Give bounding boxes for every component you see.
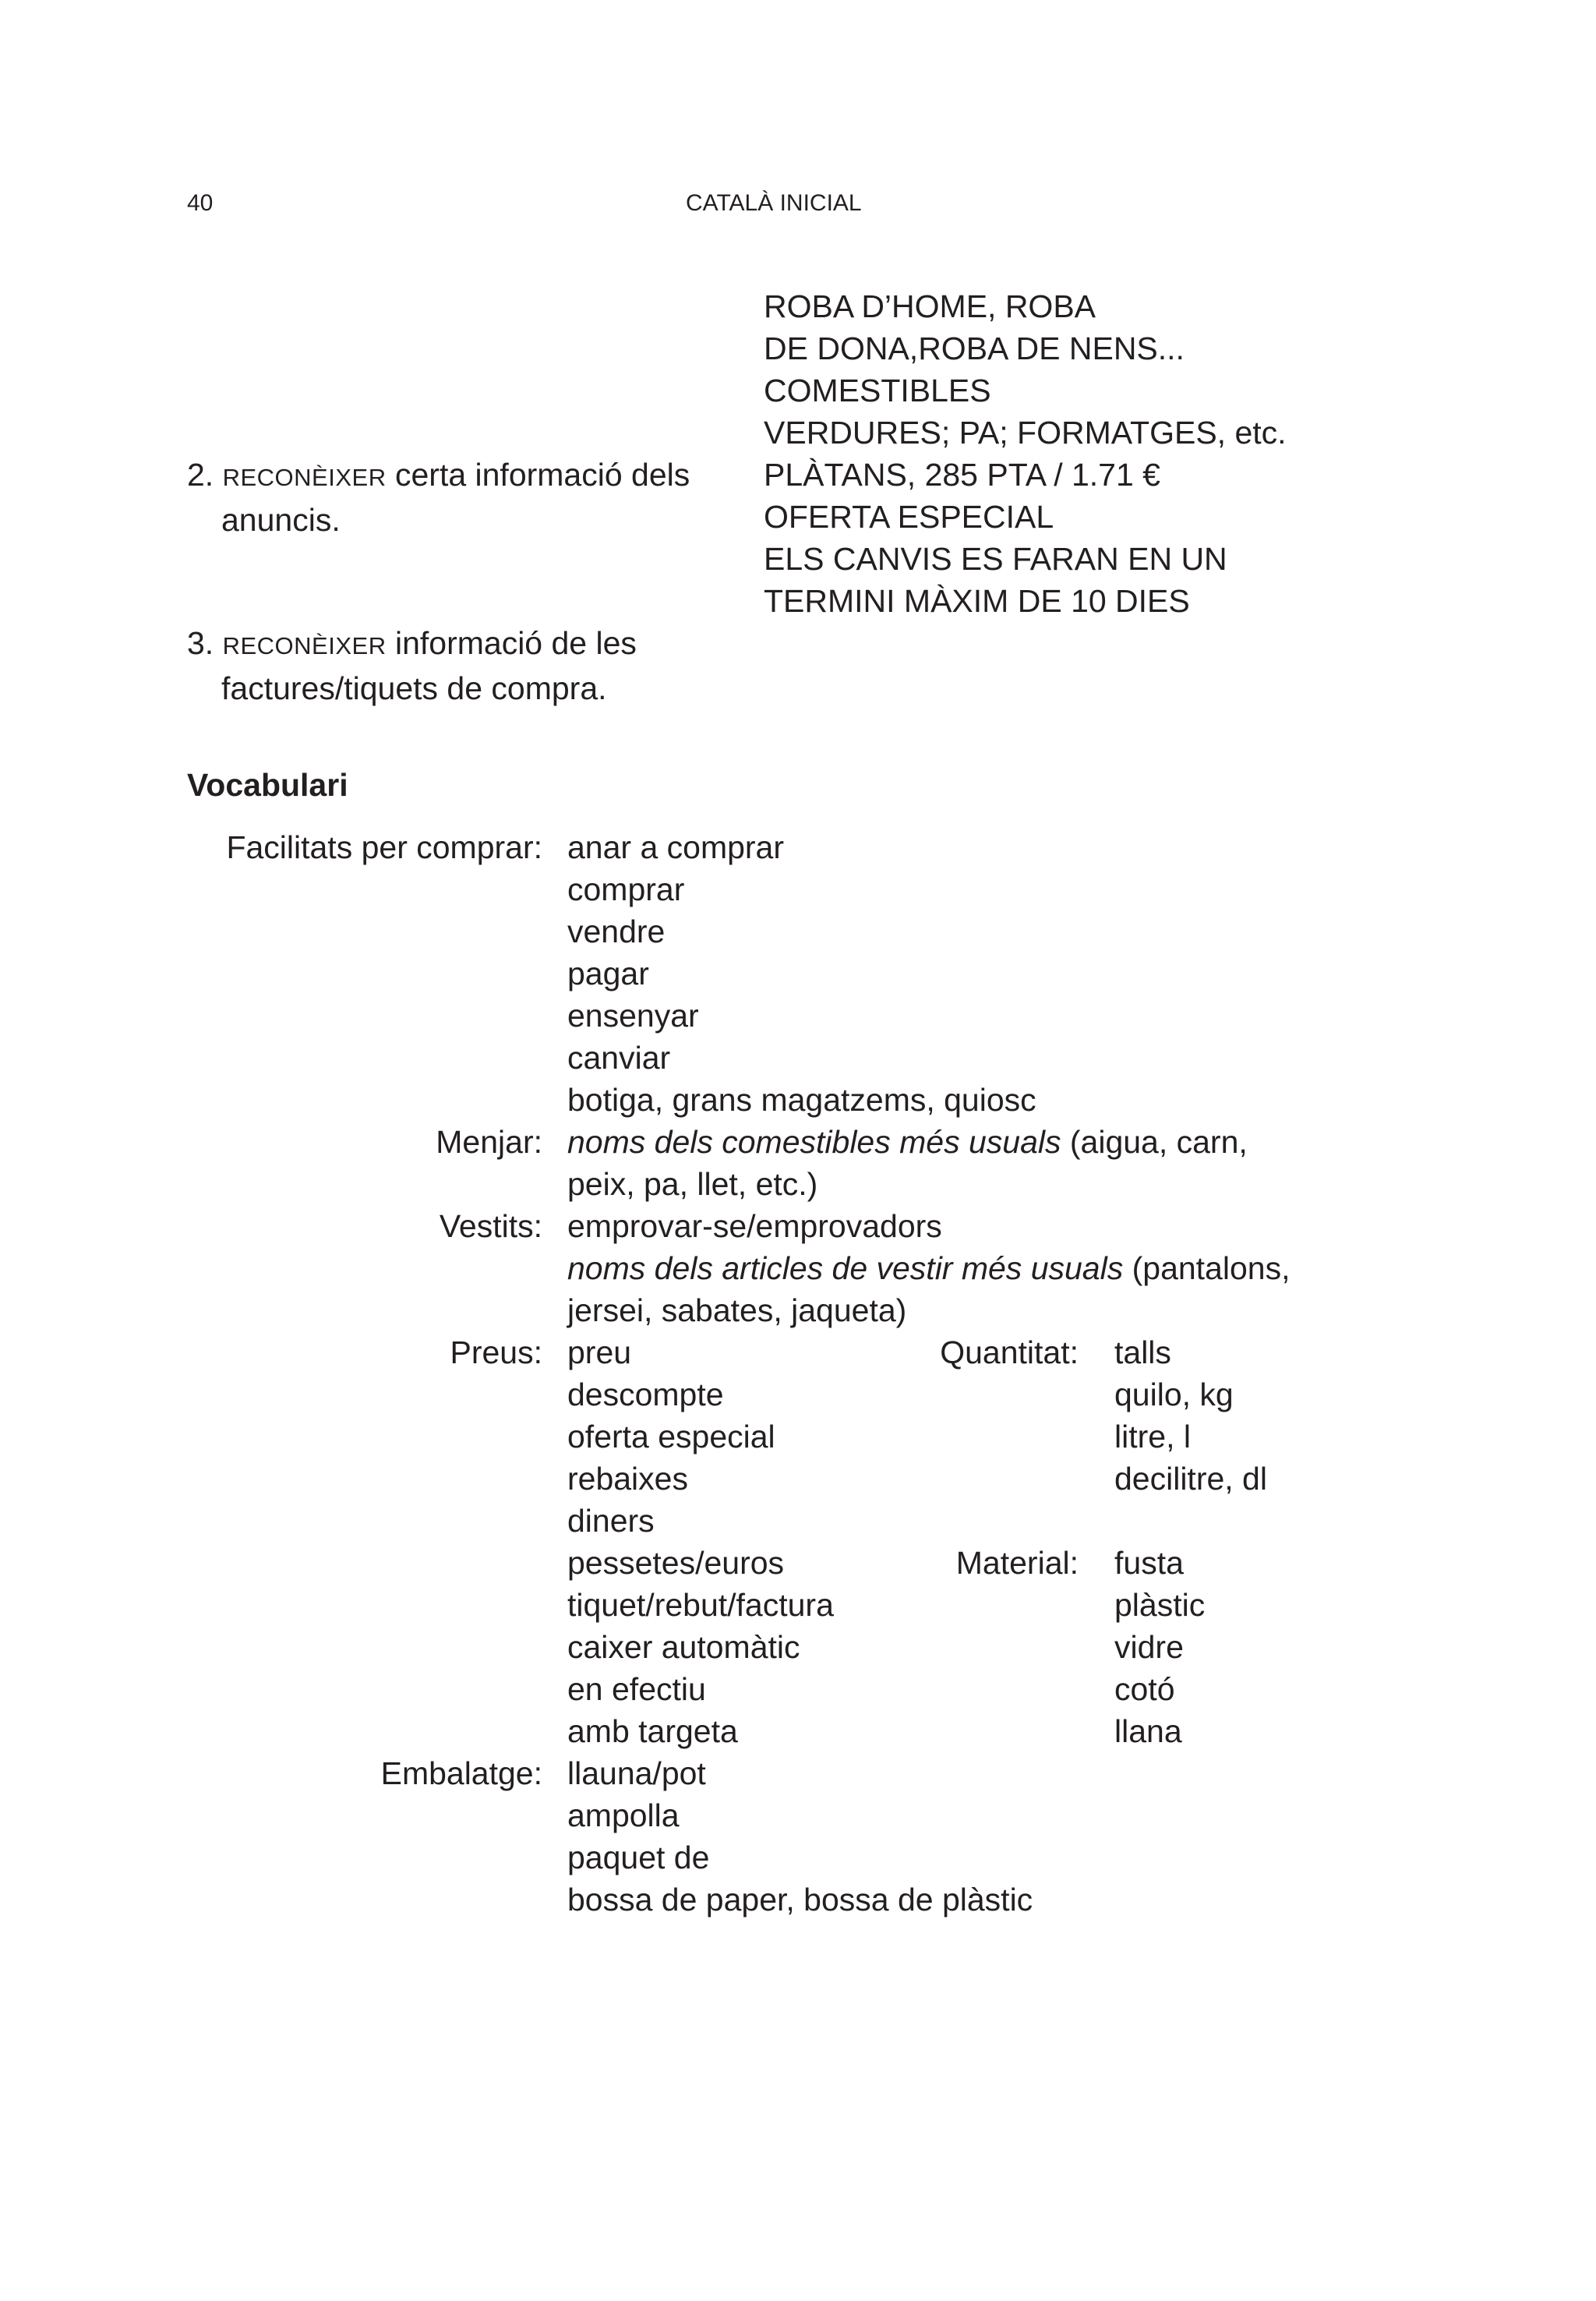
ad-line: OFERTA ESPECIAL: [764, 499, 1054, 535]
vocab-item: (aigua, carn,: [1061, 1124, 1248, 1160]
objective-verb: RECONÈIXER: [222, 632, 387, 659]
vocab-label-facilitats: Facilitats per comprar:: [226, 829, 542, 865]
ad-line: DE DONA,ROBA DE NENS...: [764, 330, 1185, 366]
objective-number: 2.: [187, 457, 214, 493]
objective-text: certa informació dels: [386, 457, 690, 493]
ad-lines: [764, 285, 1287, 622]
vocab-item: botiga, grans magatzems, quiosc: [567, 1082, 1036, 1118]
vocab-item: ampolla: [567, 1797, 680, 1833]
vocab-item: descompte: [567, 1377, 724, 1412]
vocab-label-embalatge: Embalatge:: [380, 1755, 542, 1791]
vocab-item: pagar: [567, 956, 649, 991]
vocab-item: llana: [1114, 1713, 1182, 1749]
vocab-list-material: [1114, 1542, 1205, 1752]
vocab-label-material: Material:: [955, 1545, 1079, 1581]
vocab-item: tiquet/rebut/factura: [567, 1587, 834, 1623]
vocab-item: decilitre, dl: [1114, 1461, 1267, 1497]
vocab-item: emprovar-se/emprovadors: [567, 1208, 942, 1244]
vocab-item: en efectiu: [567, 1671, 706, 1707]
vocab-item: fusta: [1114, 1545, 1184, 1581]
ad-line: VERDURES; PA; FORMATGES, etc.: [764, 415, 1287, 451]
vocab-item: amb targeta: [567, 1713, 738, 1749]
vocab-label-quantitat: Quantitat:: [940, 1334, 1079, 1370]
vocab-item: caixer automàtic: [567, 1629, 800, 1665]
vocab-item: rebaixes: [567, 1461, 688, 1497]
vocab-item: vendre: [567, 914, 666, 949]
ad-line: COMESTIBLES: [764, 373, 991, 408]
section-heading: Vocabulari: [187, 767, 348, 803]
vocab-item: preu: [567, 1334, 632, 1370]
vocab-label-menjar: Menjar:: [436, 1124, 542, 1160]
vocab-item: comprar: [567, 871, 685, 907]
vocab-label-vestits: Vestits:: [439, 1208, 542, 1244]
vocab-item: peix, pa, llet, etc.): [567, 1166, 818, 1202]
vocab-list-facilitats: [567, 826, 1036, 1121]
vocab-italic: noms dels articles de vestir més usuals: [567, 1250, 1124, 1286]
vocab-list-menjar: [567, 1121, 1248, 1205]
vocab-list-quantitat: [1114, 1331, 1267, 1500]
vocab-item: quilo, kg: [1114, 1377, 1234, 1412]
vocab-item: ensenyar: [567, 998, 699, 1034]
running-title: CATALÀ INICIAL: [686, 190, 862, 216]
ad-line: ROBA D’HOME, ROBA: [764, 288, 1096, 324]
vocab-item: talls: [1114, 1334, 1171, 1370]
vocab-item: anar a comprar: [567, 829, 785, 865]
vocab-item: llauna/pot: [567, 1755, 706, 1791]
vocab-item: vidre: [1114, 1629, 1184, 1665]
objective-2: [187, 454, 690, 541]
vocab-item: (pantalons,: [1123, 1250, 1291, 1286]
page-number: 40: [187, 190, 214, 216]
ad-line: PLÀTANS, 285 PTA / 1.71 €: [764, 457, 1160, 493]
vocab-item: litre, l: [1114, 1419, 1191, 1454]
vocab-item: pessetes/euros: [567, 1545, 785, 1581]
vocab-item: jersei, sabates, jaqueta): [567, 1292, 907, 1328]
ad-line: TERMINI MÀXIM DE 10 DIES: [764, 583, 1190, 619]
vocab-item: paquet de: [567, 1840, 710, 1875]
vocab-italic: noms dels comestibles més usuals: [567, 1124, 1061, 1160]
vocab-item: diners: [567, 1503, 655, 1539]
vocab-item: canviar: [567, 1040, 671, 1076]
objective-text-line2: anuncis.: [221, 502, 341, 538]
ad-line: ELS CANVIS ES FARAN EN UN: [764, 541, 1227, 577]
vocab-item: cotó: [1114, 1671, 1175, 1707]
objective-verb: RECONÈIXER: [222, 464, 387, 491]
vocab-list-embalatge: [567, 1752, 1033, 1921]
vocab-item: plàstic: [1114, 1587, 1206, 1623]
objective-text: informació de les: [386, 625, 637, 661]
vocab-item: bossa de paper, bossa de plàstic: [567, 1882, 1033, 1917]
objective-text-line2: factures/tiquets de compra.: [221, 670, 607, 706]
objective-3: [187, 622, 637, 709]
vocab-list-preus: [567, 1331, 834, 1752]
vocab-item: oferta especial: [567, 1419, 775, 1454]
vocab-list-vestits: [567, 1205, 1290, 1331]
objective-number: 3.: [187, 625, 214, 661]
vocab-label-preus: Preus:: [450, 1334, 542, 1370]
